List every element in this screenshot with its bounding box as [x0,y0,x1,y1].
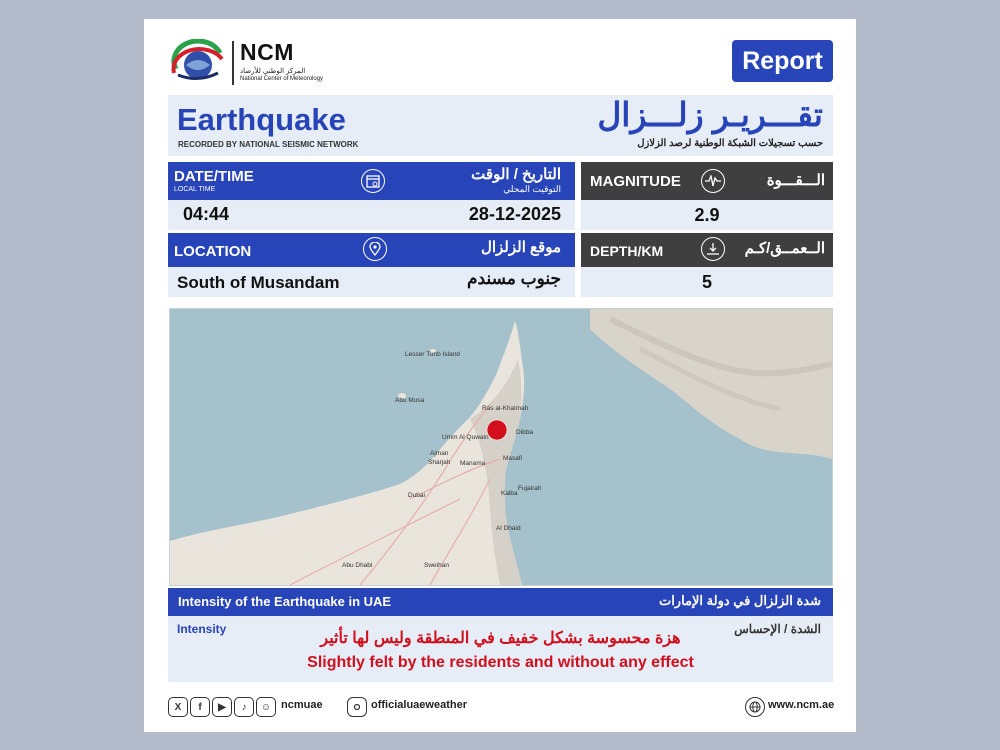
intensity-bar-ar: شدة الزلزال في دولة الإمارات [658,593,821,608]
magnitude-label-en: MAGNITUDE [590,173,681,190]
depth-icon [701,237,725,261]
depth-value: 5 [581,267,833,297]
intensity-header [168,588,833,616]
map-label-sharjah: Sharjah [428,459,451,466]
date-value: 28-12-2025 [468,204,561,224]
datetime-label-ar: التاريخ / الوقت [471,166,561,183]
location-label-ar: موقع الزلزال [480,239,561,256]
map-label-lesser-tunb: Lesser Tunb Island [405,351,460,358]
depth-header [581,233,833,267]
location-value-en: South of Musandam [177,273,340,292]
epicenter-map [169,308,833,586]
map-label-manama: Manama [460,460,486,467]
intensity-text-ar: هزة محسوسة بشكل خفيف في المنطقة وليس لها تأثير [320,630,681,647]
map-label-abu-musa: Abu Musa [395,397,425,404]
map-label-masafi: Masafi [503,455,523,462]
map-label-ras-al-khaimah: Ras al-Khaimah [482,405,529,412]
title-ar-sub: حسب تسجيلات الشبكة الوطنية لرصد الزلازل [637,138,823,149]
snapchat-icon[interactable]: ☺ [256,697,276,717]
report-button[interactable]: Report [732,40,833,82]
title-ar: تقـــريـر زلـــزال [597,96,823,133]
location-header [168,233,575,267]
intensity-label-en: Intensity [177,622,227,636]
datetime-header [168,162,575,200]
logo-sub-ar: المركز الوطني للأرصاد [240,68,306,75]
seismograph-icon [701,169,725,193]
datetime-label-en-sub: LOCAL TIME [174,186,216,193]
location-value-ar: جنوب مسندم [467,269,561,288]
map-label-dubai: Dubai [408,492,425,499]
map-pin-icon [363,237,387,261]
ncm-logo [168,39,228,83]
logo-divider [232,41,234,85]
calendar-clock-icon [361,169,385,193]
title-en: Earthquake [177,102,346,137]
location-value-row [168,267,575,297]
map-label-al-dhaid: Al Dhaid [496,525,521,532]
logo-text: NCM [240,39,294,65]
instagram-icon[interactable] [347,697,367,717]
tiktok-icon[interactable]: ♪ [234,697,254,717]
map-label-ajman: Ajman [430,450,449,457]
footer-instagram[interactable]: officialuaeweather [371,699,467,711]
report-card [144,19,856,732]
time-value: 04:44 [183,204,230,224]
logo-sub-en: National Center of Meteorology [240,76,324,82]
depth-label-ar: الــعمــق/كـم [744,240,825,257]
x-icon[interactable]: X [168,697,188,717]
epicenter-marker [487,420,507,440]
intensity-bar-en: Intensity of the Earthquake in UAE [178,594,392,609]
map-label-kalba: Kalba [501,490,518,497]
datetime-value-row [168,200,575,230]
intensity-label-ar: الشدة / الإحساس [734,622,821,636]
datetime-label-en: DATE/TIME [174,168,254,185]
location-label-en: LOCATION [174,243,252,260]
depth-label-en: DEPTH/KM [590,243,664,259]
title-panel [168,95,833,156]
youtube-icon[interactable]: ▶ [212,697,232,717]
magnitude-label-ar: الـــقـــوة [766,172,825,189]
map-label-sweihan: Sweihan [424,562,449,569]
map-label-abu-dhabi: Abu Dhabi [342,562,373,569]
magnitude-header [581,162,833,200]
facebook-icon[interactable]: f [190,697,210,717]
footer-handle[interactable]: ncmuae [281,699,323,711]
globe-icon [745,697,765,717]
intensity-panel [168,616,833,682]
title-en-sub: RECORDED BY NATIONAL SEISMIC NETWORK [178,140,359,149]
map-label-umm-al-quwain: Umm Al Quwain [442,434,489,441]
magnitude-value: 2.9 [581,200,833,230]
intensity-text-en: Slightly felt by the residents and without any effect [307,654,694,671]
datetime-label-ar-sub: التوقيت المحلي [503,184,561,194]
map-label-dibba: Dibba [516,429,533,436]
footer [168,695,833,719]
map-label-fujairah: Fujairah [518,485,542,492]
footer-website[interactable]: www.ncm.ae [768,699,835,711]
